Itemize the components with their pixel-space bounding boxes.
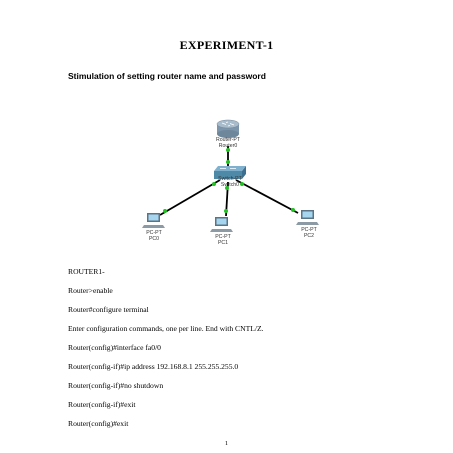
link-switch-pc0 <box>160 180 220 215</box>
pc-icon <box>142 213 165 228</box>
page-number: 1 <box>224 440 229 447</box>
section-heading: Stimulation of setting router name and password <box>68 71 266 81</box>
port-indicator <box>240 182 244 186</box>
pc1-type-label: PC-PT <box>215 234 231 240</box>
command-line: Router(config-if)#no shutdown <box>68 381 164 390</box>
router-name-label: Router0 <box>218 143 238 149</box>
command-line: Router>enable <box>68 286 113 295</box>
pc2-type-label: PC-PT <box>301 227 317 233</box>
pc1-name-label: PC1 <box>217 240 229 246</box>
command-line: Router(config)#exit <box>68 419 129 428</box>
page-title: EXPERIMENT-1 <box>179 38 274 52</box>
port-indicator <box>212 182 216 186</box>
port-indicator <box>226 160 230 164</box>
command-line: Router(config-if)#exit <box>68 400 136 409</box>
command-line: ROUTER1- <box>68 267 105 276</box>
switch-name-label: Switch0 <box>220 182 240 188</box>
command-line: Router#configure terminal <box>68 305 149 314</box>
pc2-name-label: PC2 <box>303 233 315 239</box>
command-line: Router(config)#interface fa0/0 <box>68 343 161 352</box>
router-icon <box>217 120 239 138</box>
port-indicator <box>163 209 167 213</box>
command-line: Router(config-if)#ip address 192.168.8.1 255.255.255.0 <box>68 362 239 371</box>
pc0-type-label: PC-PT <box>146 230 162 236</box>
switch-type-label: Switch-PT <box>218 176 242 182</box>
link-switch-pc2 <box>236 180 298 213</box>
router-type-label: Router-PT <box>216 137 240 143</box>
command-line: Enter configuration commands, one per line. End with CNTL/Z. <box>68 324 264 333</box>
port-indicator <box>224 209 228 213</box>
port-indicator <box>291 208 295 212</box>
pc-icon <box>296 210 319 225</box>
pc-icon <box>210 217 233 232</box>
pc0-name-label: PC0 <box>148 236 160 242</box>
